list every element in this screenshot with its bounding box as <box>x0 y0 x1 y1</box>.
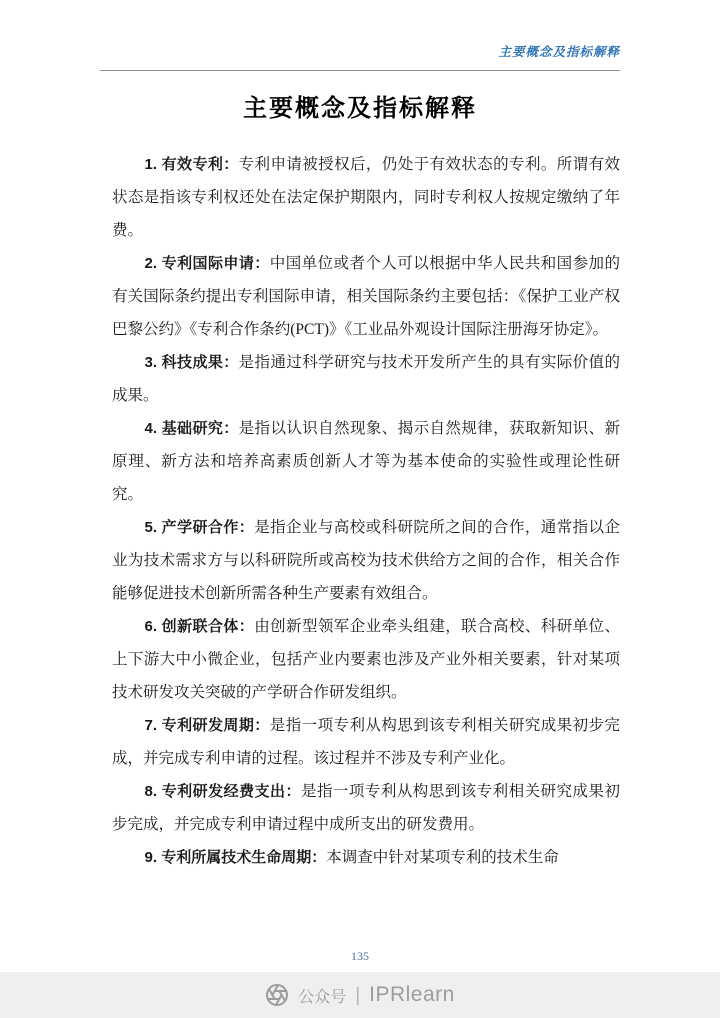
definition-paragraph <box>112 610 620 709</box>
term-definition: 是指一项专利从构思到该专利相关研究成果初步完成，并完成专利申请过程中成所支出的研发费用。 <box>112 783 620 833</box>
term-label: 2. 专利国际申请： <box>144 255 270 272</box>
term-label: 5. 产学研合作： <box>144 519 255 536</box>
watermark-label: 公众号 <box>298 988 347 1006</box>
header-divider <box>100 70 620 71</box>
definition-paragraph <box>112 412 620 511</box>
term-label: 3. 科技成果： <box>144 354 239 371</box>
term-definition: 是指以认识自然现象、揭示自然规律，获取新知识、新原理、新方法和培养高素质创新人才等为基本使命的实验性或理论性研究。 <box>112 420 620 503</box>
definition-paragraph <box>112 841 620 874</box>
document-body <box>112 148 620 874</box>
term-label: 1. 有效专利： <box>144 156 239 173</box>
term-label: 7. 专利研发周期： <box>144 717 270 734</box>
page-number: 135 <box>351 949 369 963</box>
term-label: 4. 基础研究： <box>144 420 239 437</box>
term-label: 6. 创新联合体： <box>144 618 255 635</box>
term-definition: 是指企业与高校或科研院所之间的合作，通常指以企业为技术需求方与以科研院所或高校为技术供给方之间的合作，相关合作能够促进技术创新所需各种生产要素有效组合。 <box>112 519 620 602</box>
watermark-bar <box>0 972 720 1018</box>
definition-paragraph <box>112 709 620 775</box>
definition-paragraph <box>112 775 620 841</box>
term-label: 8. 专利研发经费支出： <box>144 783 301 800</box>
watermark-brand: IPRlearn <box>369 983 455 1006</box>
term-definition: 是指通过科学研究与技术开发所产生的具有实际价值的成果。 <box>112 354 620 404</box>
term-definition: 由创新型领军企业牵头组建，联合高校、科研单位、上下游大中小微企业，包括产业内要素也涉及产业外相关要素，针对某项技术研发攻关突破的产学研合作研发组织。 <box>112 618 620 701</box>
watermark-separator: | <box>355 984 361 1006</box>
term-label: 9. 专利所属技术生命周期： <box>144 849 327 866</box>
official-account-icon <box>265 983 289 1007</box>
definition-paragraph <box>112 346 620 412</box>
running-header: 主要概念及指标解释 <box>498 45 620 59</box>
definition-paragraph <box>112 148 620 247</box>
term-definition: 专利申请被授权后，仍处于有效状态的专利。所谓有效状态是指该专利权还处在法定保护期限内，同时专利权人按规定缴纳了年费。 <box>112 156 620 239</box>
definition-paragraph <box>112 247 620 346</box>
term-definition: 本调查中针对某项专利的技术生命 <box>326 849 559 866</box>
term-definition: 是指一项专利从构思到该专利相关研究成果初步完成，并完成专利申请的过程。该过程并不涉及专利产业化。 <box>112 717 620 767</box>
page-title: 主要概念及指标解释 <box>243 96 477 122</box>
term-definition: 中国单位或者个人可以根据中华人民共和国参加的有关国际条约提出专利国际申请，相关国际条约主要包括：《保护工业产权巴黎公约》《专利合作条约(PCT)》《工业品外观设计国际注册海牙协定》。 <box>112 255 620 338</box>
definition-paragraph <box>112 511 620 610</box>
